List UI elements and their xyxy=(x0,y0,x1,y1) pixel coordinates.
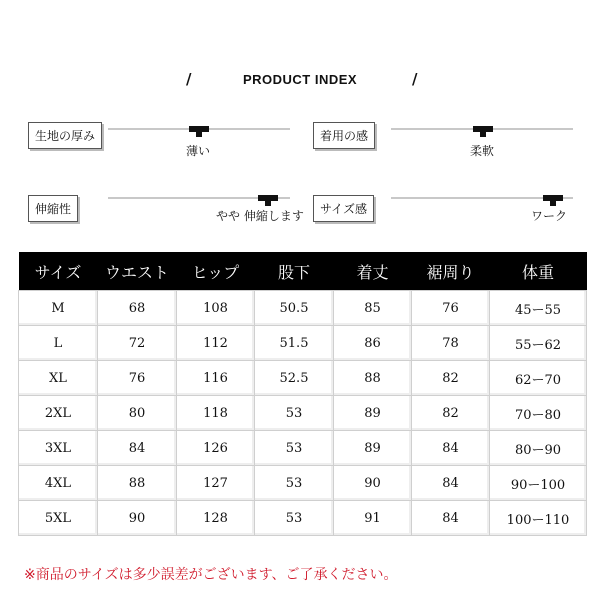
table-row xyxy=(19,291,587,326)
table-cell: 82 xyxy=(412,361,490,396)
table-cell: 4XL xyxy=(19,466,98,501)
table-cell: 84 xyxy=(98,431,177,466)
table-cell: 51.5 xyxy=(255,326,334,361)
table-cell: 128 xyxy=(177,501,255,536)
table-row xyxy=(19,396,587,431)
table-cell: 50.5 xyxy=(255,291,334,326)
table-cell: 53 xyxy=(255,466,334,501)
scale-value: やや 伸縮します xyxy=(216,209,304,223)
scale-marker xyxy=(543,195,563,201)
table-cell: 84 xyxy=(412,466,490,501)
table-cell: 85 xyxy=(334,291,412,326)
scale-label: 伸縮性 xyxy=(28,195,78,222)
table-row xyxy=(19,466,587,501)
scale-value: 薄い xyxy=(186,144,211,158)
scale-marker xyxy=(473,126,493,132)
scale-value: 柔軟 xyxy=(470,144,495,158)
table-row xyxy=(19,431,587,466)
table-cell: M xyxy=(19,291,98,326)
table-cell: 86 xyxy=(334,326,412,361)
scale-label: 着用の感 xyxy=(313,122,375,149)
table-cell: 91 xyxy=(334,501,412,536)
column-header: 股下 xyxy=(255,252,334,291)
table-cell: 88 xyxy=(98,466,177,501)
table-cell: 53 xyxy=(255,396,334,431)
size-tolerance-note: ※商品のサイズは多少誤差がございます、ご了承ください。 xyxy=(24,567,398,583)
scale-stretch xyxy=(28,195,308,235)
table-cell: 90ー100 xyxy=(490,466,587,501)
scale-size-feel xyxy=(313,195,583,235)
table-cell: 118 xyxy=(177,396,255,431)
size-table xyxy=(18,252,587,536)
table-cell: 84 xyxy=(412,501,490,536)
table-cell: 112 xyxy=(177,326,255,361)
table-cell: 72 xyxy=(98,326,177,361)
table-row xyxy=(19,361,587,396)
table-cell: 116 xyxy=(177,361,255,396)
table-cell: 90 xyxy=(334,466,412,501)
column-header: 着丈 xyxy=(334,252,412,291)
table-cell: 127 xyxy=(177,466,255,501)
table-cell: 70ー80 xyxy=(490,396,587,431)
scale-label: サイズ感 xyxy=(313,195,374,222)
table-cell: 100ー110 xyxy=(490,501,587,536)
table-cell: 89 xyxy=(334,396,412,431)
table-cell: 80ー90 xyxy=(490,431,587,466)
scale-marker xyxy=(258,195,278,201)
table-cell: 2XL xyxy=(19,396,98,431)
table-cell: L xyxy=(19,326,98,361)
column-header: ヒップ xyxy=(177,252,255,291)
table-cell: 84 xyxy=(412,431,490,466)
table-row xyxy=(19,326,587,361)
table-cell: 76 xyxy=(412,291,490,326)
table-row xyxy=(19,501,587,536)
scale-wearing-feel xyxy=(313,122,583,162)
table-cell: 68 xyxy=(98,291,177,326)
table-cell: 53 xyxy=(255,431,334,466)
header-slash-left: / xyxy=(186,70,192,88)
scale-label: 生地の厚み xyxy=(28,122,102,149)
table-cell: 90 xyxy=(98,501,177,536)
product-index-header xyxy=(0,70,600,90)
scale-fabric-thickness xyxy=(28,122,298,162)
table-cell: 78 xyxy=(412,326,490,361)
table-cell: 108 xyxy=(177,291,255,326)
table-cell: 88 xyxy=(334,361,412,396)
header-slash-right: / xyxy=(412,70,418,88)
scale-value: ワーク xyxy=(531,209,568,223)
table-cell: 89 xyxy=(334,431,412,466)
scale-marker xyxy=(189,126,209,132)
page-title: PRODUCT INDEX xyxy=(242,72,358,87)
table-cell: 76 xyxy=(98,361,177,396)
column-header: サイズ xyxy=(19,252,98,291)
table-cell: 126 xyxy=(177,431,255,466)
table-cell: 5XL xyxy=(19,501,98,536)
column-header: ウエスト xyxy=(98,252,177,291)
table-cell: 53 xyxy=(255,501,334,536)
table-cell: 55ー62 xyxy=(490,326,587,361)
table-cell: 45ー55 xyxy=(490,291,587,326)
table-header-row xyxy=(19,252,587,291)
table-cell: 82 xyxy=(412,396,490,431)
table-cell: 80 xyxy=(98,396,177,431)
table-cell: 52.5 xyxy=(255,361,334,396)
table-cell: 3XL xyxy=(19,431,98,466)
table-cell: 62ー70 xyxy=(490,361,587,396)
column-header: 裾周り xyxy=(412,252,490,291)
column-header: 体重 xyxy=(490,252,587,291)
table-cell: XL xyxy=(19,361,98,396)
